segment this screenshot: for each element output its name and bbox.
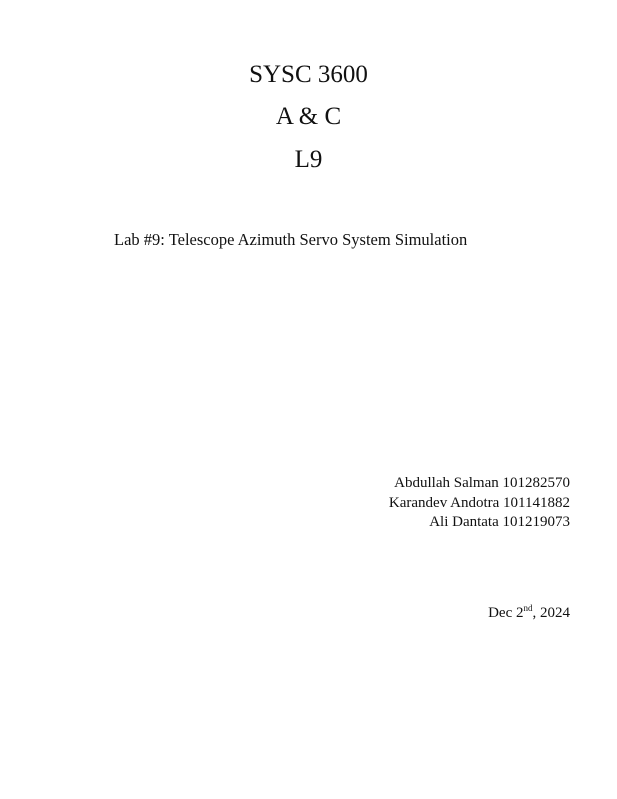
date-ordinal: nd [523,603,533,613]
author-name: Karandev Andotra [388,494,500,511]
author-name: Abdullah Salman [394,475,499,491]
date-year: , 2024 [532,605,570,621]
date-day: 2 [516,605,524,621]
date-month: Dec [488,605,513,621]
student-id: 101219073 [502,514,570,530]
course-code: SYSC 3600 [249,61,368,88]
lab-title: Lab #9: Telescope Azimuth Servo System Simulation [114,230,468,249]
author-line [389,513,570,533]
submission-date [488,604,570,623]
author-line [389,494,570,514]
author-name: Ali Dantata [429,514,499,530]
author-line [389,474,570,494]
author-list [389,474,570,533]
student-id: 101282570 [502,475,570,491]
lab-code: L9 [294,146,323,173]
section-code: A & C [275,103,342,130]
student-id: 101141882 [503,494,570,511]
